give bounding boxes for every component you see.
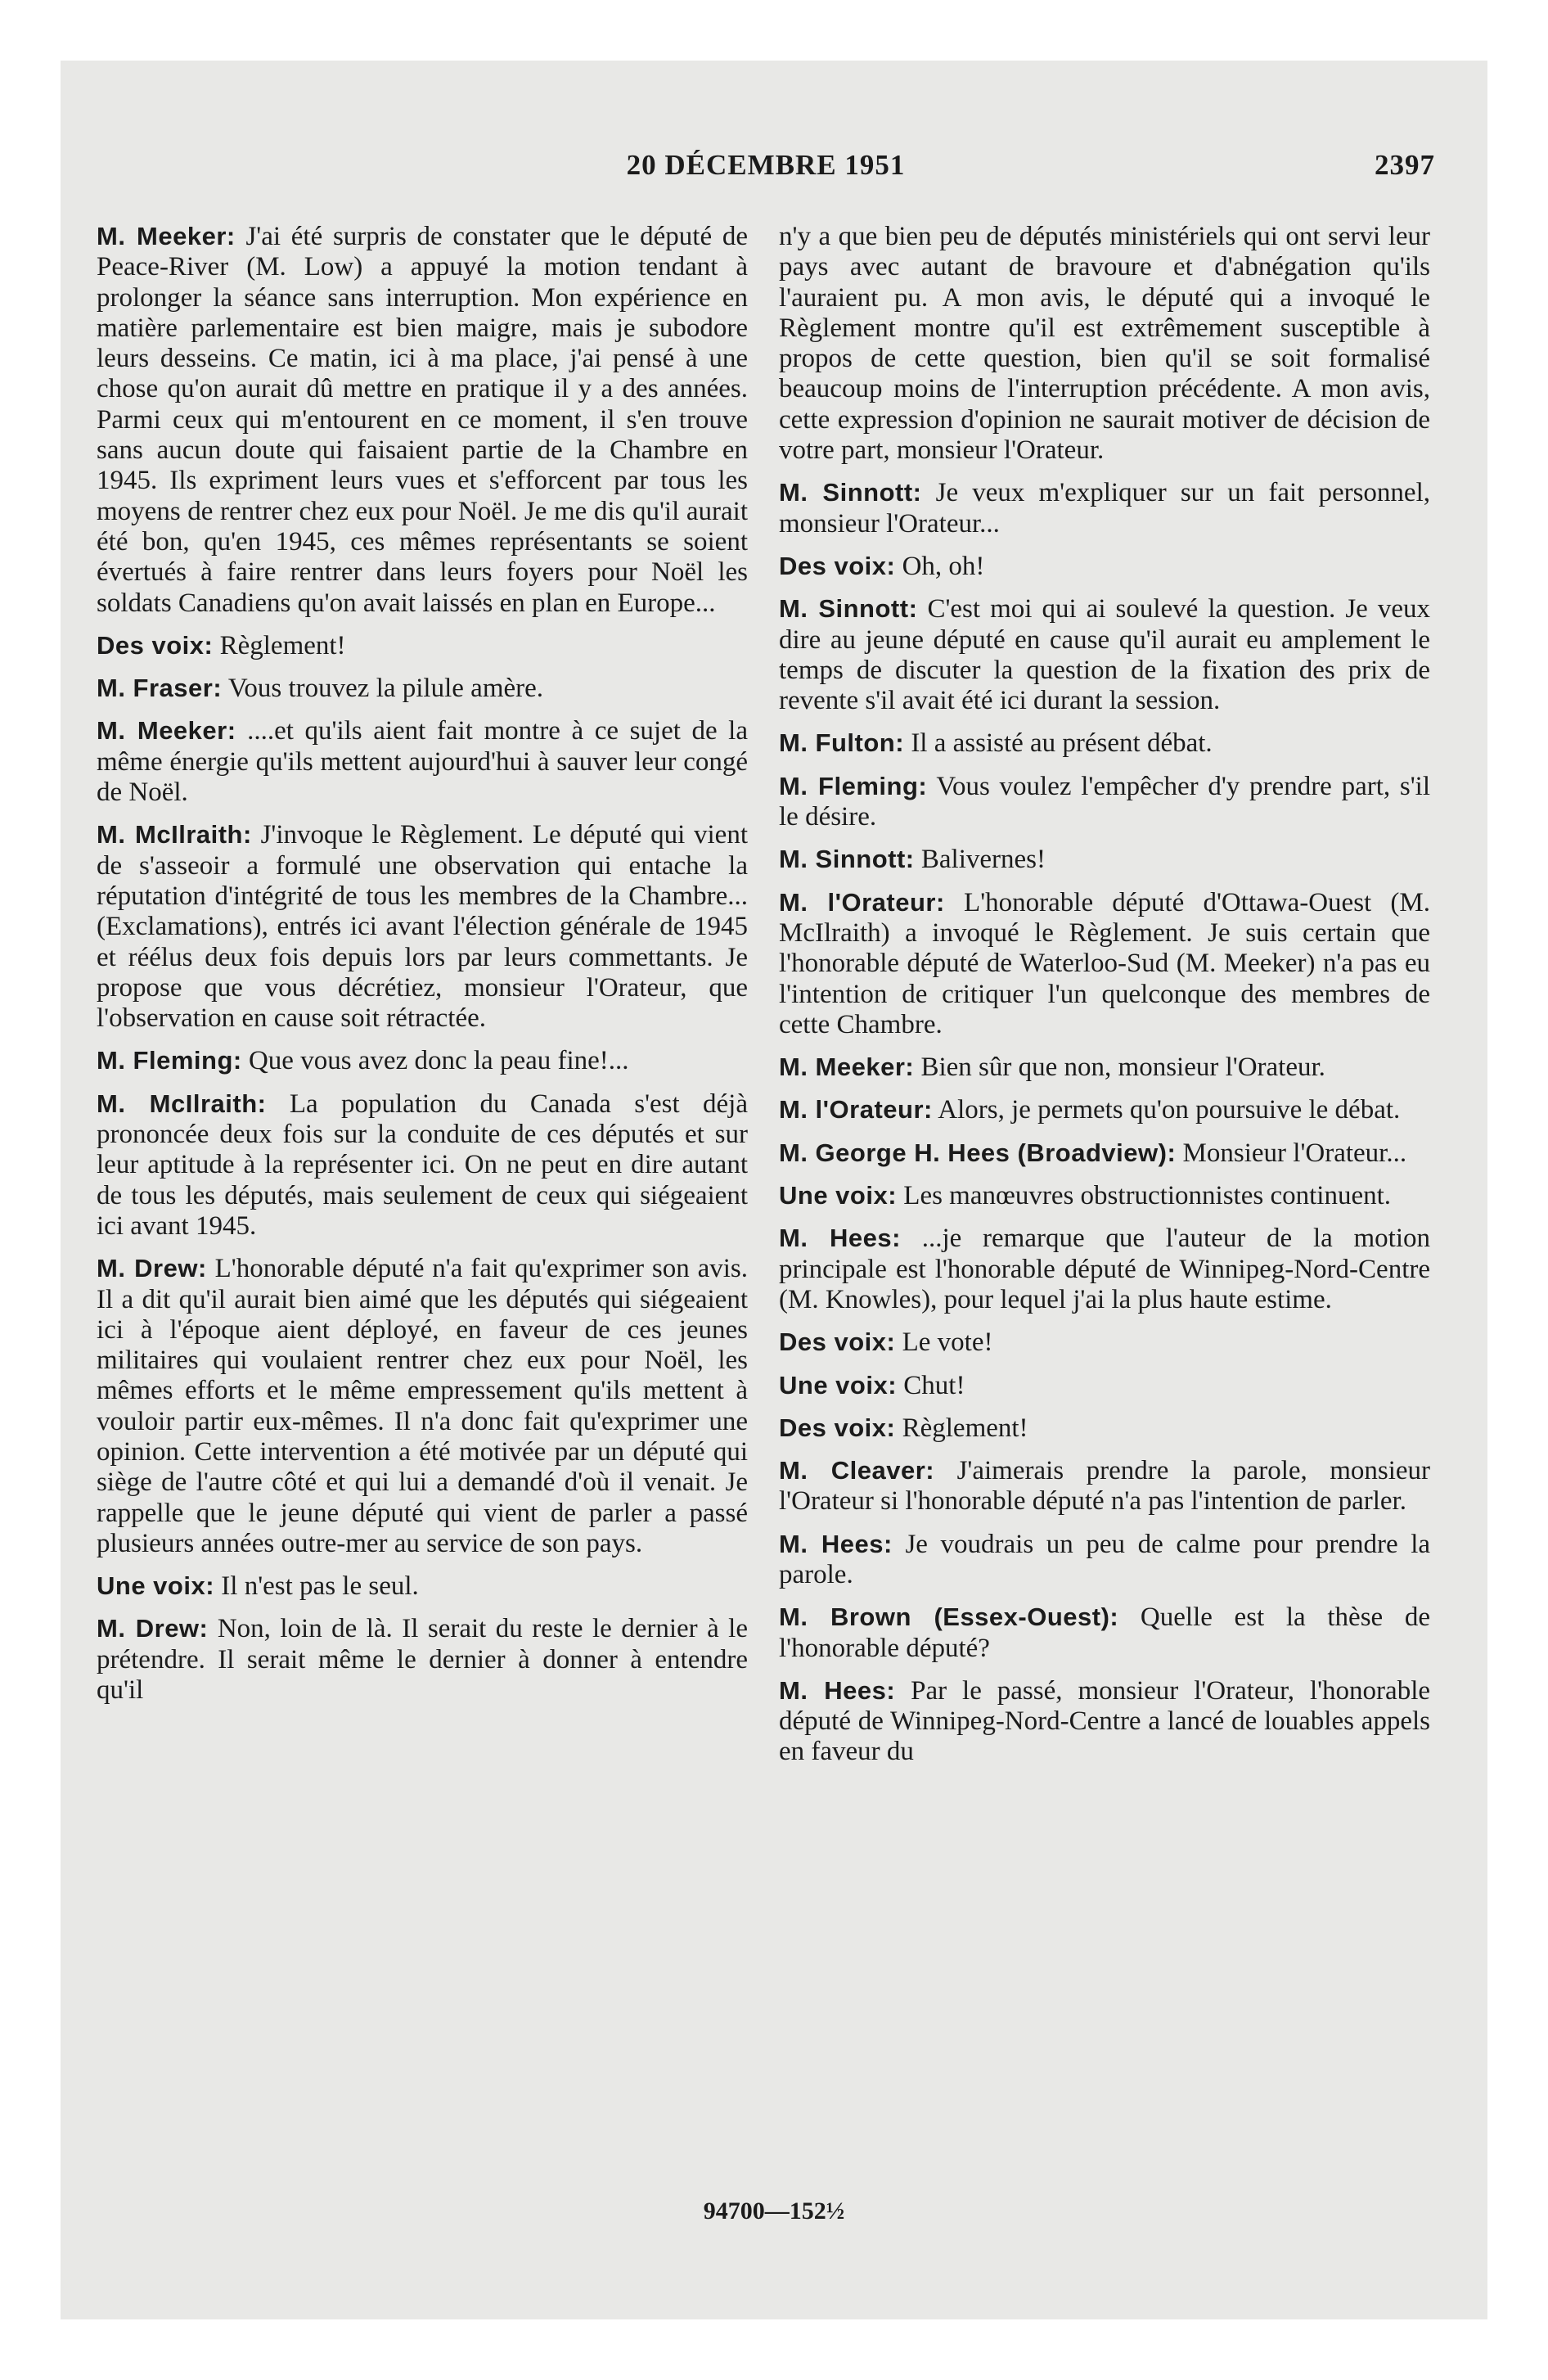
speaker-name: M. Fleming: bbox=[779, 771, 928, 800]
speech-paragraph bbox=[779, 1138, 1430, 1169]
speech-paragraph bbox=[779, 1094, 1430, 1125]
speech-text: Alors, je permets qu'on poursuive le débat. bbox=[938, 1095, 1401, 1125]
speaker-name: M. Drew: bbox=[97, 1254, 207, 1283]
speech-text: Quelle est la thèse de l'honorable député? bbox=[779, 1602, 1431, 1663]
speech-text: L'honorable député n'a fait qu'exprimer son avis. Il a dit qu'il aurait bien aimé que les députés qui siégeaient ici à l'époque aient déployé, en faveur de ces jeunes militaires qui voulaient rentrer chez eux pour Noël, les mêmes efforts et le même empressement qu'ils mettent à vouloir partir eux-mêmes. Il n'a donc fait qu'exprimer une opinion. Cette intervention a été motivée par un député qui siège de l'autre côté et qui lui a demandé d'où il venait. Je rappelle que le jeune député qui vient de parler a passé plusieurs années outre-mer au service de son pays. bbox=[97, 1254, 749, 1558]
speaker-name: Des voix: bbox=[97, 630, 214, 660]
speaker-name: M. Fraser: bbox=[97, 674, 223, 703]
speech-paragraph bbox=[779, 1370, 1430, 1401]
speech-paragraph bbox=[97, 673, 748, 704]
speech-text: Règlement! bbox=[219, 630, 346, 660]
speaker-name: M. Sinnott: bbox=[779, 478, 922, 507]
left-column bbox=[97, 221, 748, 1717]
speaker-name: M. Meeker: bbox=[779, 1053, 915, 1082]
speech-paragraph bbox=[97, 1045, 748, 1076]
speech-paragraph bbox=[779, 593, 1430, 716]
speech-text: Par le passé, monsieur l'Orateur, l'honorable député de Winnipeg-Nord-Centre a lancé de louables appels en faveur du bbox=[779, 1675, 1431, 1767]
speech-text: Chut! bbox=[903, 1370, 965, 1400]
speaker-name: M. George H. Hees (Broadview): bbox=[779, 1138, 1177, 1167]
speaker-name: Une voix: bbox=[97, 1571, 215, 1601]
speech-text: L'honorable député d'Ottawa-Ouest (M. McIlraith) a invoqué le Règlement. Je suis certain que l'honorable député de Waterloo-Sud (M. Meeker) n'a pas eu l'intention de critiquer l'un quelconque des membres de cette Chambre. bbox=[779, 887, 1430, 1039]
speaker-name: Des voix: bbox=[779, 1413, 896, 1442]
speaker-name: M. l'Orateur: bbox=[779, 887, 945, 917]
speech-text: ....et qu'ils aient fait montre à ce sujet de la même énergie qu'ils mettent aujourd'hui à sauver leur congé de Noël. bbox=[97, 716, 748, 808]
speech-paragraph bbox=[97, 1613, 748, 1706]
speech-text: Le vote! bbox=[902, 1327, 993, 1358]
speaker-name: M. Drew: bbox=[97, 1614, 209, 1643]
speech-paragraph bbox=[779, 1223, 1430, 1315]
speech-paragraph bbox=[779, 221, 1430, 466]
speech-paragraph bbox=[97, 715, 748, 808]
speaker-name: M. McIlraith: bbox=[97, 1089, 267, 1118]
speech-paragraph bbox=[779, 1327, 1430, 1358]
speech-paragraph bbox=[97, 630, 748, 661]
speech-text: C'est moi qui ai soulevé la question. Je veux dire au jeune député en cause qu'il aurait eu amplement le temps de discuter la question de la fixation des prix de revente s'il avait été ici durant la session. bbox=[779, 594, 1430, 716]
speaker-name: M. Meeker: bbox=[97, 222, 236, 250]
speech-text: Que vous avez donc la peau fine!... bbox=[248, 1046, 629, 1076]
speech-paragraph bbox=[779, 887, 1430, 1040]
speaker-name: M. Sinnott: bbox=[779, 594, 918, 624]
speech-text: ...je remarque que l'auteur de la motion principale est l'honorable député de Winnipeg-Nord-Centre (M. Knowles), pour lequel j'ai la plus haute estime. bbox=[779, 1224, 1431, 1314]
speech-text: Règlement! bbox=[902, 1413, 1028, 1443]
speech-text: Les manœuvres obstructionnistes continuent. bbox=[903, 1181, 1392, 1211]
speech-text: Je veux m'expliquer sur un fait personnel, monsieur l'Orateur... bbox=[779, 478, 1430, 539]
speaker-name: M. Fulton: bbox=[779, 728, 905, 758]
page-title: 20 DÉCEMBRE 1951 bbox=[626, 149, 906, 181]
speaker-name: M. Hees: bbox=[779, 1529, 893, 1558]
speech-paragraph bbox=[779, 1413, 1430, 1444]
speaker-name: M. Hees: bbox=[779, 1224, 901, 1253]
speaker-name: M. Cleaver: bbox=[779, 1456, 935, 1485]
speech-paragraph bbox=[779, 551, 1430, 582]
speech-paragraph bbox=[779, 1455, 1430, 1517]
speech-paragraph bbox=[779, 1602, 1430, 1664]
speech-text: La population du Canada s'est déjà prononcée deux fois sur la conduite de ces députés et sur leur aptitude à la représenter ici. On ne peut en dire autant de tous les députés, mais seulement de ceux qui siégeaient ici avant 1945. bbox=[97, 1089, 749, 1241]
speech-paragraph bbox=[97, 1089, 748, 1242]
speech-paragraph bbox=[779, 477, 1430, 539]
speech-text: n'y a que bien peu de députés ministériels qui ont servi leur pays avec autant de bravoure et d'abnégation qu'ils l'auraient pu. A mon avis, le député qui a invoqué le Règlement montre qu'il est extrêmement susceptible à propos de cette question, bien qu'il se soit formalisé beaucoup moins de l'interruption précédente. A mon avis, cette expression d'opinion ne saurait motiver de décision de votre part, monsieur l'Orateur. bbox=[779, 222, 1430, 466]
speech-paragraph bbox=[779, 844, 1430, 875]
speaker-name: M. Sinnott: bbox=[779, 845, 915, 874]
page-footer-code: 94700—152½ bbox=[703, 2197, 845, 2224]
speaker-name: M. Brown (Essex-Ouest): bbox=[779, 1602, 1119, 1632]
page-number: 2397 bbox=[1375, 149, 1435, 181]
speech-paragraph bbox=[779, 1675, 1430, 1768]
speaker-name: M. l'Orateur: bbox=[779, 1095, 933, 1125]
speech-paragraph bbox=[97, 1253, 748, 1559]
speech-paragraph bbox=[779, 771, 1430, 833]
speaker-name: M. Hees: bbox=[779, 1675, 896, 1705]
speaker-name: Une voix: bbox=[779, 1181, 898, 1210]
speech-text: Je voudrais un peu de calme pour prendre la parole. bbox=[779, 1529, 1431, 1589]
speech-text: Vous voulez l'empêcher d'y prendre part, s'il le désire. bbox=[779, 771, 1431, 832]
speech-text: Il a assisté au présent débat. bbox=[911, 728, 1213, 759]
speech-paragraph bbox=[779, 1180, 1430, 1211]
speech-paragraph bbox=[97, 221, 748, 619]
speech-text: Monsieur l'Orateur... bbox=[1182, 1138, 1407, 1168]
speech-text: Il n'est pas le seul. bbox=[221, 1571, 419, 1602]
speech-paragraph bbox=[779, 1529, 1430, 1591]
speaker-name: M. McIlraith: bbox=[97, 820, 252, 850]
speaker-name: M. Meeker: bbox=[97, 716, 236, 746]
speech-text: Non, loin de là. Il serait du reste le dernier à le prétendre. Il serait même le dernier à donner à entendre qu'il bbox=[97, 1614, 748, 1706]
speech-text: Oh, oh! bbox=[902, 551, 985, 581]
speech-text: J'invoque le Règlement. Le député qui vient de s'asseoir a formulé une observation qui entache la réputation d'intégrité de tous les membres de la Chambre... (Exclamations), entrés ici avant l'élection générale de 1945 et réélus deux fois depuis lors par leurs commettants. Je propose que vous décrétiez, monsieur l'Orateur, que l'observation en cause soit rétractée. bbox=[97, 820, 749, 1034]
speech-text: J'aimerais prendre la parole, monsieur l'Orateur si l'honorable député n'a pas l'intention de parler. bbox=[779, 1456, 1431, 1517]
speech-text: Balivernes! bbox=[920, 845, 1046, 875]
right-column bbox=[779, 221, 1430, 1779]
speech-text: Vous trouvez la pilule amère. bbox=[227, 674, 544, 704]
speaker-name: Des voix: bbox=[779, 551, 896, 580]
speech-paragraph bbox=[779, 728, 1430, 759]
speech-text: Bien sûr que non, monsieur l'Orateur. bbox=[920, 1053, 1325, 1083]
speech-paragraph bbox=[779, 1052, 1430, 1083]
speaker-name: Une voix: bbox=[779, 1370, 898, 1400]
speaker-name: M. Fleming: bbox=[97, 1046, 242, 1075]
speech-paragraph bbox=[97, 819, 748, 1034]
speaker-name: Des voix: bbox=[779, 1327, 896, 1357]
page-header bbox=[97, 149, 1435, 198]
speech-text: J'ai été surpris de constater que le député de Peace-River (M. Low) a appuyé la motion tendant à prolonger la séance sans interruption. Mon expérience en matière parlementaire est bien maigre, mais je subodore leurs desseins. Ce matin, ici à ma place, j'ai pensé à une chose qu'on aurait dû mettre en pratique il y a des années. Parmi ceux qui m'entourent en ce moment, il s'en trouve sans aucun doute qui faisaient partie de la Chambre en 1945. Ils expriment leurs vues et s'efforcent par tous les moyens de rentrer chez eux pour Noël. Je me dis qu'il aurait été bon, qu'en 1945, ces mêmes représentants se soient évertués à faire rentrer dans leurs foyers pour Noël les soldats Canadiens qu'on avait laissés en plan en Europe... bbox=[97, 222, 748, 618]
speech-paragraph bbox=[97, 1571, 748, 1602]
